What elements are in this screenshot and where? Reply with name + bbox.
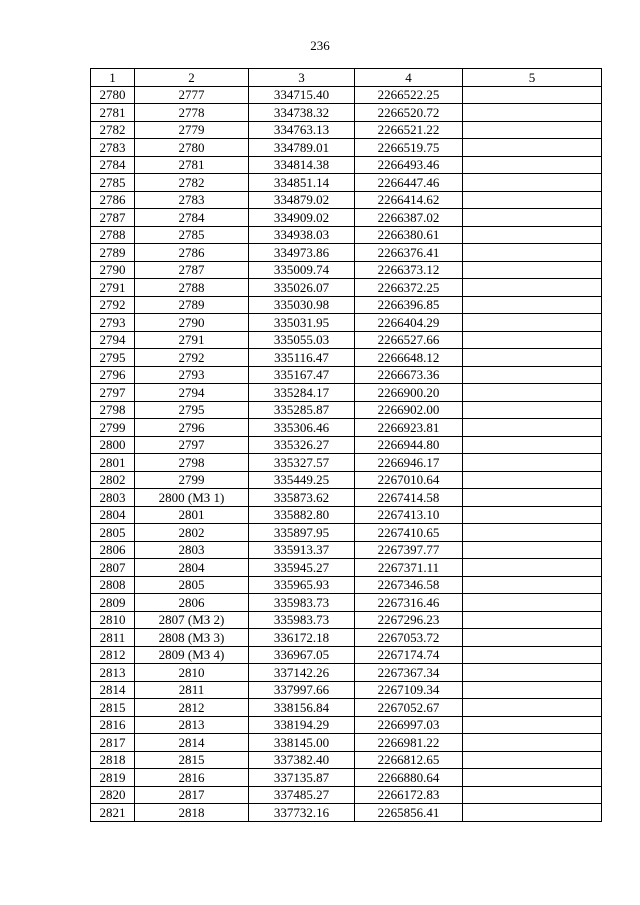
table-cell [463,226,602,244]
table-row [91,156,602,174]
table-body [91,86,602,821]
table-row [91,576,602,594]
table-row [91,489,602,507]
header-row [91,69,602,87]
table-cell: 2778 [135,104,249,122]
table-cell: 2792 [91,296,135,314]
table-cell: 2267414.58 [355,489,463,507]
table-cell: 335306.46 [249,419,355,437]
table-cell: 2786 [135,244,249,262]
table-cell [463,524,602,542]
table-row [91,296,602,314]
table-cell: 335983.73 [249,594,355,612]
table-cell [463,681,602,699]
table-cell: 2813 [91,664,135,682]
table-cell: 2783 [135,191,249,209]
table-cell: 2819 [91,769,135,787]
table-cell: 2808 (МЗ 3) [135,629,249,647]
table-cell: 2789 [91,244,135,262]
column-header: 4 [355,69,463,87]
table-cell: 2799 [135,471,249,489]
table-cell: 336172.18 [249,629,355,647]
table-row [91,664,602,682]
table-cell: 2266493.46 [355,156,463,174]
table-row [91,366,602,384]
table-cell: 2784 [91,156,135,174]
table-cell [463,331,602,349]
table-cell: 337732.16 [249,804,355,822]
table-cell: 335913.37 [249,541,355,559]
table-cell: 2820 [91,786,135,804]
table-cell: 335009.74 [249,261,355,279]
table-cell: 2783 [91,139,135,157]
table-cell: 2266414.62 [355,191,463,209]
table-row [91,471,602,489]
table-cell: 335030.98 [249,296,355,314]
table-cell [463,121,602,139]
table-cell: 2788 [91,226,135,244]
table-cell [463,156,602,174]
column-header: 2 [135,69,249,87]
table-cell: 2787 [91,209,135,227]
table-cell: 2266812.65 [355,751,463,769]
table-cell: 2266447.46 [355,174,463,192]
table-cell: 2815 [91,699,135,717]
table-cell: 2267371.11 [355,559,463,577]
table-cell: 2785 [135,226,249,244]
table-cell [463,296,602,314]
table-cell: 2817 [135,786,249,804]
table-cell: 335055.03 [249,331,355,349]
table-row [91,331,602,349]
table-row [91,244,602,262]
table-cell: 2266902.00 [355,401,463,419]
table-row [91,401,602,419]
table-cell [463,699,602,717]
table-cell: 2816 [135,769,249,787]
table-cell: 335983.73 [249,611,355,629]
table-cell: 2811 [135,681,249,699]
table-cell: 2266522.25 [355,86,463,104]
table-row [91,209,602,227]
table-cell: 2803 [135,541,249,559]
table-row [91,174,602,192]
table-cell: 2789 [135,296,249,314]
table-cell: 2791 [135,331,249,349]
table-cell: 2267296.23 [355,611,463,629]
table-cell: 337997.66 [249,681,355,699]
table-cell: 2802 [91,471,135,489]
table-cell: 2804 [135,559,249,577]
table-cell: 2806 [135,594,249,612]
table-cell: 335945.27 [249,559,355,577]
table-cell [463,244,602,262]
table-row [91,681,602,699]
table-cell: 2810 [135,664,249,682]
table-cell [463,646,602,664]
table-cell: 2266396.85 [355,296,463,314]
table-cell: 335327.57 [249,454,355,472]
table-cell: 2782 [135,174,249,192]
column-header: 3 [249,69,355,87]
table-cell [463,664,602,682]
table-cell: 2266380.61 [355,226,463,244]
table-cell: 334763.13 [249,121,355,139]
table-cell [463,716,602,734]
table-cell: 335897.95 [249,524,355,542]
table-cell: 2794 [91,331,135,349]
table-cell: 2266520.72 [355,104,463,122]
table-row [91,786,602,804]
table-cell: 334738.32 [249,104,355,122]
table-cell: 335449.25 [249,471,355,489]
table-cell: 2805 [91,524,135,542]
table-cell: 2801 [135,506,249,524]
table-cell: 338156.84 [249,699,355,717]
table-cell: 335031.95 [249,314,355,332]
table-cell: 2266946.17 [355,454,463,472]
table-cell: 2800 (МЗ 1) [135,489,249,507]
table-cell: 2782 [91,121,135,139]
table-row [91,419,602,437]
table-cell: 2803 [91,489,135,507]
table-cell: 337382.40 [249,751,355,769]
table-cell: 2798 [91,401,135,419]
table-cell: 2267367.34 [355,664,463,682]
table-cell: 2795 [91,349,135,367]
table-cell: 2267413.10 [355,506,463,524]
table-cell: 335167.47 [249,366,355,384]
table-row [91,611,602,629]
table-cell: 2821 [91,804,135,822]
table-cell: 2267109.34 [355,681,463,699]
coordinates-table [90,68,602,822]
table-cell: 335026.07 [249,279,355,297]
table-cell [463,576,602,594]
table-cell: 2801 [91,454,135,472]
table-cell [463,366,602,384]
table-row [91,104,602,122]
table-cell: 334909.02 [249,209,355,227]
table-cell: 2266404.29 [355,314,463,332]
table-row [91,86,602,104]
table-cell [463,454,602,472]
table-cell: 334879.02 [249,191,355,209]
table-row [91,436,602,454]
table-cell: 2267052.67 [355,699,463,717]
table-cell [463,384,602,402]
table-cell [463,471,602,489]
table-row [91,139,602,157]
table-cell [463,559,602,577]
table-cell [463,86,602,104]
table-cell [463,751,602,769]
table-cell: 2793 [91,314,135,332]
table-cell: 2266981.22 [355,734,463,752]
table-row [91,506,602,524]
table-cell: 334973.86 [249,244,355,262]
table-cell [463,419,602,437]
table-cell: 2267397.77 [355,541,463,559]
table-cell [463,314,602,332]
table-cell [463,506,602,524]
table-cell: 2812 [91,646,135,664]
table-cell [463,786,602,804]
table-cell: 334789.01 [249,139,355,157]
table-cell: 2808 [91,576,135,594]
table-cell: 2798 [135,454,249,472]
table-cell: 2266372.25 [355,279,463,297]
table-cell: 2814 [91,681,135,699]
table-cell: 2265856.41 [355,804,463,822]
table-cell: 2807 (МЗ 2) [135,611,249,629]
table-cell: 2793 [135,366,249,384]
table-row [91,349,602,367]
table-cell: 2267174.74 [355,646,463,664]
table-cell [463,191,602,209]
table-cell: 2266944.80 [355,436,463,454]
table-cell: 2267010.64 [355,471,463,489]
table-cell: 2799 [91,419,135,437]
table-cell [463,436,602,454]
table-cell [463,279,602,297]
table-cell: 334715.40 [249,86,355,104]
table-cell: 2779 [135,121,249,139]
table-cell [463,401,602,419]
table-cell: 335965.93 [249,576,355,594]
table-cell: 2267053.72 [355,629,463,647]
table-cell: 337142.26 [249,664,355,682]
table-row [91,699,602,717]
table-cell: 2777 [135,86,249,104]
table-cell: 2788 [135,279,249,297]
table-cell: 335873.62 [249,489,355,507]
table-cell: 2792 [135,349,249,367]
table-row [91,314,602,332]
table-cell: 337485.27 [249,786,355,804]
table-cell: 2815 [135,751,249,769]
table-row [91,751,602,769]
table-cell: 2266997.03 [355,716,463,734]
table-cell: 2800 [91,436,135,454]
table-cell: 335326.27 [249,436,355,454]
table-cell: 2266373.12 [355,261,463,279]
table-cell: 335116.47 [249,349,355,367]
table-cell [463,104,602,122]
table-cell: 2787 [135,261,249,279]
table-cell: 2818 [135,804,249,822]
table-cell: 2816 [91,716,135,734]
table-cell: 2818 [91,751,135,769]
table-cell: 2267346.58 [355,576,463,594]
table-cell: 336967.05 [249,646,355,664]
table-cell: 2813 [135,716,249,734]
table-cell [463,734,602,752]
table-row [91,804,602,822]
table-cell [463,261,602,279]
table-cell: 2266521.22 [355,121,463,139]
table-row [91,121,602,139]
table-cell [463,541,602,559]
table-row [91,524,602,542]
table-cell: 2805 [135,576,249,594]
table-cell [463,594,602,612]
table-cell: 2790 [135,314,249,332]
table-cell: 334851.14 [249,174,355,192]
table-row [91,384,602,402]
table-cell: 2266648.12 [355,349,463,367]
table-cell: 2795 [135,401,249,419]
table-cell: 2809 [91,594,135,612]
table-row [91,226,602,244]
table-cell: 2796 [91,366,135,384]
table-cell: 335284.17 [249,384,355,402]
table-row [91,734,602,752]
table-cell: 2791 [91,279,135,297]
table-cell: 335285.87 [249,401,355,419]
table-row [91,716,602,734]
table-cell: 338194.29 [249,716,355,734]
table-cell [463,629,602,647]
table-cell [463,804,602,822]
table-cell: 2797 [91,384,135,402]
table-cell: 2267316.46 [355,594,463,612]
table-cell: 2797 [135,436,249,454]
table-cell: 2817 [91,734,135,752]
table-cell: 2266527.66 [355,331,463,349]
table-cell: 2266387.02 [355,209,463,227]
table-cell [463,174,602,192]
table-cell: 2785 [91,174,135,192]
table-cell: 2266923.81 [355,419,463,437]
table-cell: 2806 [91,541,135,559]
table-cell: 2804 [91,506,135,524]
table-row [91,646,602,664]
table-row [91,541,602,559]
table-cell [463,489,602,507]
table-row [91,191,602,209]
table-cell: 2266900.20 [355,384,463,402]
table-row [91,769,602,787]
table-cell: 2809 (МЗ 4) [135,646,249,664]
table-cell: 337135.87 [249,769,355,787]
table-cell: 2267410.65 [355,524,463,542]
table-cell: 2266172.83 [355,786,463,804]
table-cell [463,349,602,367]
table-row [91,559,602,577]
table-cell: 2802 [135,524,249,542]
table-cell [463,209,602,227]
table-cell: 2266376.41 [355,244,463,262]
table-cell: 338145.00 [249,734,355,752]
table-cell: 334814.38 [249,156,355,174]
table-cell [463,139,602,157]
table-cell: 2784 [135,209,249,227]
table-cell: 2796 [135,419,249,437]
table-cell: 2790 [91,261,135,279]
table-cell: 2786 [91,191,135,209]
table-row [91,594,602,612]
table-cell: 2814 [135,734,249,752]
table-cell: 2780 [135,139,249,157]
table-cell: 2781 [91,104,135,122]
table-cell: 2810 [91,611,135,629]
table-cell: 2794 [135,384,249,402]
column-header: 1 [91,69,135,87]
table-cell: 2812 [135,699,249,717]
table-cell: 2266880.64 [355,769,463,787]
table-cell: 2266519.75 [355,139,463,157]
table-header [91,69,602,87]
table-row [91,454,602,472]
table-cell: 2811 [91,629,135,647]
table-row [91,629,602,647]
table-cell: 2780 [91,86,135,104]
table-cell: 2266673.36 [355,366,463,384]
table-row [91,279,602,297]
table-row [91,261,602,279]
table-cell: 335882.80 [249,506,355,524]
table-cell: 2781 [135,156,249,174]
table-cell: 334938.03 [249,226,355,244]
table-cell [463,611,602,629]
column-header: 5 [463,69,602,87]
table-cell [463,769,602,787]
page-number: 236 [310,38,330,53]
table-cell: 2807 [91,559,135,577]
